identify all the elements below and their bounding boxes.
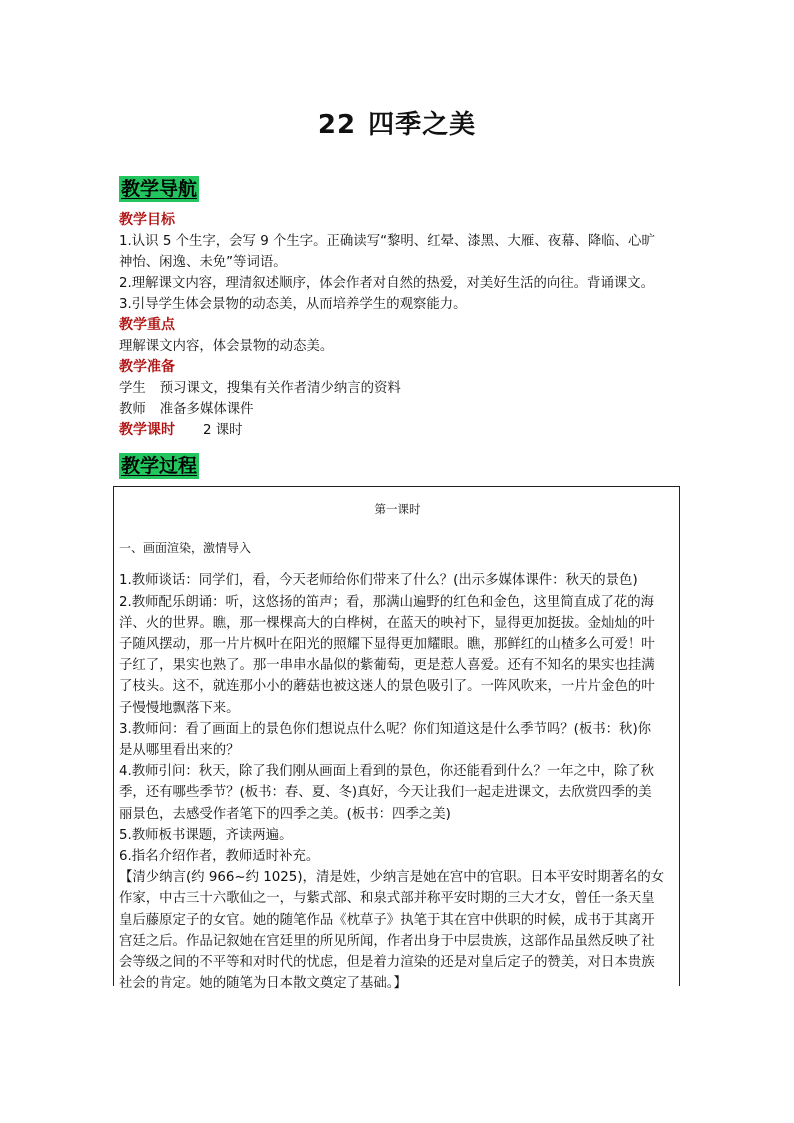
process-line: 丽景色，去感受作者笔下的四季之美。(板书：四季之美) — [119, 806, 451, 822]
prep-student-text: 预习课文，搜集有关作者清少纳言的资料 — [159, 381, 401, 396]
prep-label: 教学准备 — [119, 359, 175, 375]
process-line: 了枝头。这不，就连那小小的蘑菇也被这迷人的景色吸引了。一阵风吹来，一片片金色的叶 — [119, 679, 655, 695]
teaching-process-heading: 教学过程 — [121, 455, 198, 477]
process-line: 洋、火的世界。瞧，那一棵棵高大的白桦树，在蓝天的映衬下，显得更加挺拔。金灿灿的叶 — [119, 615, 655, 631]
prep-student — [119, 378, 679, 399]
process-line: 2.教师配乐朗诵：听，这悠扬的笛声；看，那满山遍野的红色和金色，这里简直成了花的海 — [119, 594, 655, 610]
process-line: 6.指名介绍作者，教师适时补充。 — [119, 849, 320, 865]
process-line: 社会的肯定。她的随笔为日本散文奠定了基础。】 — [119, 976, 407, 992]
prep-student-role: 学生 — [119, 381, 146, 396]
process-line: 4.教师引问：秋天，除了我们刚从画面上看到的景色，你还能看到什么？一年之中，除了秋 — [119, 764, 655, 780]
prep-teacher — [119, 399, 679, 420]
process-table — [113, 486, 680, 992]
page-title — [0, 104, 794, 141]
goal-1-line-1: 1.认识 5 个生字，会写 9 个生字。正确读写“黎明、红晕、漆黑、大雁、夜幕、降临、心旷 — [119, 234, 655, 249]
process-line: 子慢慢地飘落下来。 — [119, 700, 240, 716]
prep-teacher-text: 准备多媒体课件 — [159, 402, 254, 417]
lesson-period-title: 第一课时 — [374, 502, 421, 516]
process-text — [119, 570, 676, 994]
process-line: 是从哪里看出来的？ — [119, 743, 240, 759]
prep-teacher-role: 教师 — [119, 402, 146, 417]
lesson-title-text: 四季之美 — [368, 110, 477, 140]
process-line: 会等级之间的不平等和对时代的忧虑，但是着力渲染的还是对皇后定子的赞美，对日本贵族 — [119, 955, 655, 971]
process-line: 子红了，果实也熟了。那一串串水晶似的紫葡萄，更是惹人喜爱。还有不知名的果实也挂满 — [119, 658, 655, 674]
process-line: 【清少纳言(约 966~约 1025)，清是姓，少纳言是她在宫中的官职。日本平安时期著名的女 — [119, 870, 665, 886]
process-line: 作家，中古三十六歌仙之一，与紫式部、和泉式部并称平安时期的三大才女，曾任一条天皇 — [119, 891, 655, 907]
hours-row — [119, 420, 679, 441]
goal-2: 2.理解课文内容，理清叙述顺序，体会作者对自然的热爱，对美好生活的向往。背诵课文。 — [119, 276, 655, 291]
goal-3: 3.引导学生体会景物的动态美，从而培养学生的观察能力。 — [119, 297, 467, 312]
process-cell — [119, 499, 676, 994]
section-subheading: 一、画面渲染，激情导入 — [119, 541, 252, 556]
process-line: 子随风摆动，那一片片枫叶在阳光的照耀下显得更加耀眼。瞧，那鲜红的山楂多么可爱！叶 — [119, 637, 655, 653]
process-line: 宫廷之后。作品记叙她在宫廷里的所见所闻，作者出身于中层贵族，这部作品虽然反映了社 — [119, 933, 655, 949]
key-label: 教学重点 — [119, 317, 175, 333]
goals-label: 教学目标 — [119, 212, 175, 228]
goal-1-line-2: 神怡、闲逸、未免”等词语。 — [119, 255, 287, 270]
process-line: 1.教师谈话：同学们，看，今天老师给你们带来了什么？(出示多媒体课件：秋天的景色) — [119, 573, 638, 589]
process-line: 季，还有哪些季节？(板书：春、夏、冬)真好，今天让我们一起走进课文，去欣赏四季的美 — [119, 785, 652, 801]
key-text: 理解课文内容，体会景物的动态美。 — [119, 339, 334, 354]
hours-label: 教学课时 — [119, 422, 175, 438]
process-line: 皇后藤原定子的女官。她的随笔作品《枕草子》执笔于其在宫中供职的时候，成书于其离开 — [119, 912, 655, 928]
hours-value: 2 课时 — [203, 423, 243, 438]
process-line: 3.教师问：看了画面上的景色你们想说点什么呢？你们知道这是什么季节吗？(板书：秋)你 — [119, 721, 652, 737]
teaching-nav-content — [119, 210, 679, 441]
teaching-nav-heading: 教学导航 — [121, 178, 198, 200]
lesson-number: 22 — [317, 110, 357, 140]
process-line: 5.教师板书课题，齐读两遍。 — [119, 827, 293, 843]
